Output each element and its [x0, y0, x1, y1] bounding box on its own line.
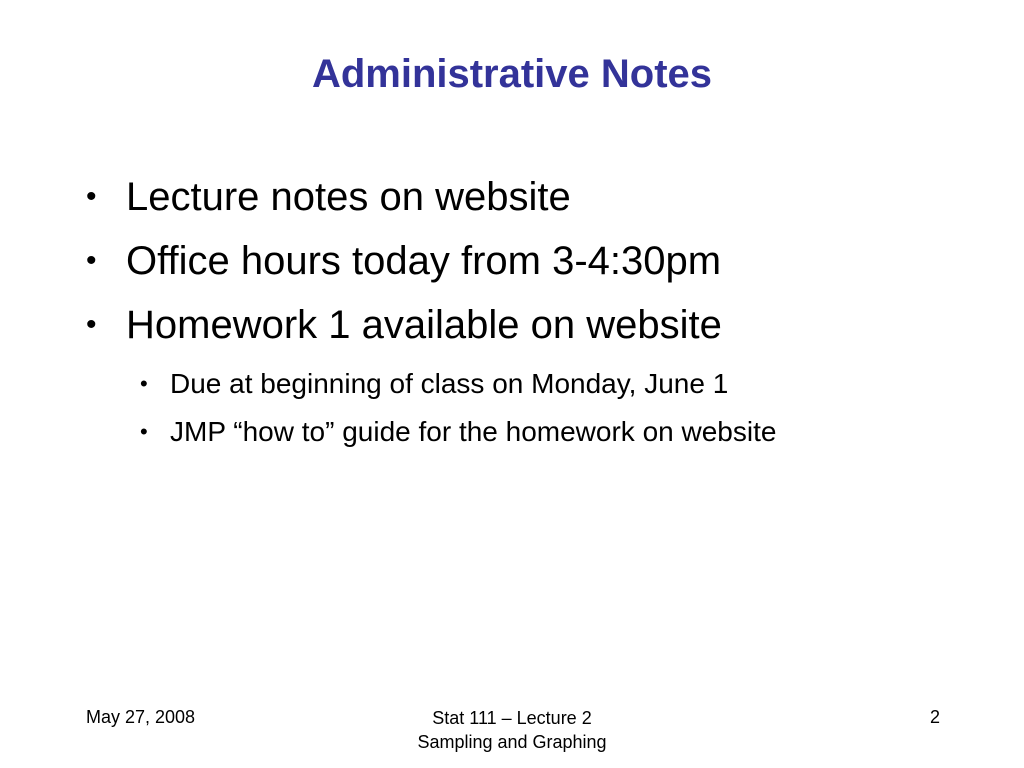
- slide-title: Administrative Notes: [311, 52, 713, 96]
- sub-bullet-text: Due at beginning of class on Monday, June 1: [170, 368, 729, 399]
- sub-bullet-dot-icon: •: [140, 419, 148, 444]
- sub-bullet-text: JMP “how to” guide for the homework on website: [170, 416, 777, 447]
- sub-bullet-item: [140, 360, 776, 408]
- bullet-dot-icon: •: [86, 244, 97, 277]
- bullet-text: Lecture notes on website: [126, 175, 571, 219]
- bullet-item: [86, 168, 986, 232]
- page-number: 2: [929, 707, 940, 727]
- footer-course-title: Stat 111 – Lecture 2: [432, 708, 592, 728]
- bullet-text: Homework 1 available on website: [126, 303, 722, 347]
- footer-course: [362, 706, 662, 754]
- footer-course-subtitle: Sampling and Graphing: [417, 732, 607, 752]
- sub-bullet-item: [140, 408, 776, 456]
- footer-date: May 27, 2008: [86, 707, 196, 727]
- bullet-text: Office hours today from 3-4:30pm: [126, 239, 722, 283]
- bullet-item: [86, 296, 986, 360]
- sub-bullet-list: [140, 360, 776, 456]
- bullet-dot-icon: •: [86, 308, 97, 341]
- sub-bullet-dot-icon: •: [140, 371, 148, 396]
- bullet-dot-icon: •: [86, 180, 97, 213]
- bullet-list: [86, 168, 986, 360]
- bullet-item: [86, 232, 986, 296]
